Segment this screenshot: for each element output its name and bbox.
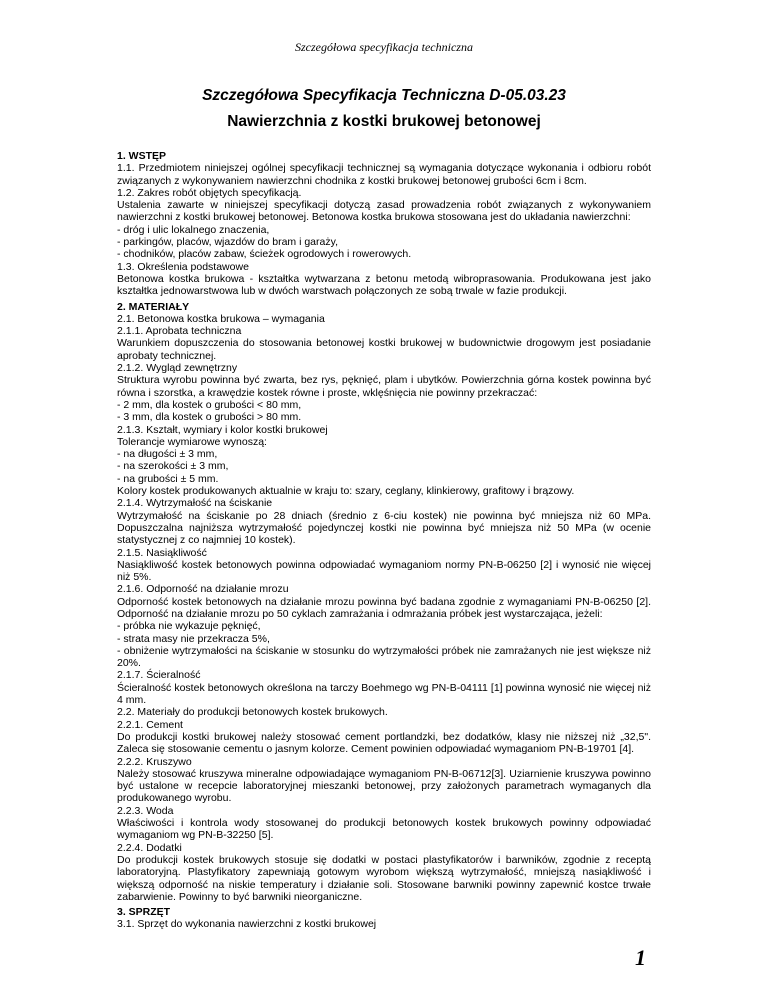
list-item: - parkingów, placów, wjazdów do bram i garaży, — [117, 236, 338, 249]
section-heading: 3. SPRZĘT — [117, 906, 171, 919]
paragraph: Odporność kostek betonowych na działanie mrozu powinna być badana zgodnie z wymaganiami PN-B-06250 [2]. Odporność na działanie mrozu po 50 cyklach zamrażania i odmrażania próbek jest wystarczająca, jeżeli: — [117, 595, 651, 620]
paragraph: 2.1.3. Kształt, wymiary i kolor kostki brukowej — [117, 423, 328, 436]
paragraph: Właściwości i kontrola wody stosowanej do produkcji betonowych kostek brukowych powinny odpowiadać wymaganiom wg PN-B-32250 [5]. — [117, 817, 651, 842]
list-item: - próbka nie wykazuje pęknięć, — [117, 620, 261, 633]
section-heading: 2. MATERIAŁY — [117, 300, 190, 313]
paragraph: Betonowa kostka brukowa - kształtka wytwarzana z betonu metodą wibroprasowania. Produkowana jest jako kształtka jednowarstwowa lub w dwóch warstwach połączonych ze sobą trwale w fazie produkcji. — [117, 272, 651, 298]
paragraph: 2.2. Materiały do produkcji betonowych kostek brukowych. — [117, 706, 388, 719]
paragraph: 1.1. Przedmiotem niniejszej ogólnej specyfikacji technicznej są wymagania dotyczące wykonania i odbioru robót związanych z wykonywaniem nawierzchni chodnika z kostki brukowej betonowej grubości 6cm i 8cm. — [117, 162, 651, 187]
paragraph: Warunkiem dopuszczenia do stosowania betonowej kostki brukowej w budownictwie drogowym jest posiadanie aprobaty technicznej. — [117, 337, 651, 362]
paragraph: 2.2.2. Kruszywo — [117, 755, 192, 768]
paragraph: 2.1.7. Ścieralność — [117, 669, 201, 682]
paragraph: 2.1.6. Odporność na działanie mrozu — [117, 583, 289, 596]
paragraph: Struktura wyrobu powinna być zwarta, bez rys, pęknięć, plam i ubytków. Powierzchnia górna kostek powinna być równa i szorstka, a krawędzie kostek równe i proste, wklęśnięcia nie powinny przekraczać: — [117, 374, 651, 399]
paragraph: Do produkcji kostek brukowych stosuje się dodatki w postaci plastyfikatorów i barwników, zgodnie z receptą laboratoryjną. Plastyfikatory zapewniają gotowym wyrobom większą wytrzymałość, mniejszą nasiąkliwość i większą odporność na niskie temperatury i działanie soli. Stosowane barwniki powinny zapewnić kostce trwałe zabarwienie. Powinny to być barwniki nieorganiczne. — [117, 853, 651, 903]
paragraph: 2.1.1. Aprobata techniczna — [117, 325, 242, 338]
paragraph: 2.1.4. Wytrzymałość na ściskanie — [117, 497, 273, 510]
paragraph: Wytrzymałość na ściskanie po 28 dniach (średnio z 6-ciu kostek) nie powinna być mniejsza niż 60 MPa. Dopuszczalna najniższa wytrzymałość pojedynczej kostki nie powinna być mniejsza niż 50 MPa (w ocenie statystycznej z co najmniej 10 kostek). — [117, 509, 651, 547]
document-body — [117, 150, 651, 931]
paragraph: Tolerancje wymiarowe wynoszą: — [117, 435, 267, 448]
paragraph: 2.1.2. Wygląd zewnętrzny — [117, 362, 238, 375]
list-item: - 2 mm, dla kostek o grubości < 80 mm, — [117, 398, 302, 411]
paragraph: 2.1. Betonowa kostka brukowa – wymagania — [117, 312, 325, 325]
list-item: - chodników, placów zabaw, ścieżek ogrodowych i rowerowych. — [117, 248, 412, 261]
paragraph: Należy stosować kruszywa mineralne odpowiadające wymaganiom PN-B-06712[3]. Uziarnienie kruszywa powinno być ustalone w recepcie laboratoryjnej mieszanki betonowej, przy założonych parametrach wymaganych dla produkowanego wyrobu. — [117, 767, 651, 805]
list-item: - obniżenie wytrzymałości na ściskanie w stosunku do wytrzymałości próbek nie zamrażanych nie jest większe niż 20%. — [117, 644, 651, 670]
document-title: Szczegółowa Specyfikacja Techniczna D-05.03.23 — [202, 87, 566, 104]
page-number: 1 — [635, 945, 646, 970]
list-item: - dróg i ulic lokalnego znaczenia, — [117, 223, 270, 236]
list-item: - na grubości ± 5 mm. — [117, 472, 219, 485]
list-item: - na szerokości ± 3 mm, — [117, 460, 229, 473]
paragraph: 2.1.5. Nasiąkliwość — [117, 546, 207, 559]
paragraph: 1.3. Określenia podstawowe — [117, 260, 249, 273]
paragraph: 1.2. Zakres robót objętych specyfikacją. — [117, 186, 302, 199]
paragraph: Kolory kostek produkowanych aktualnie w kraju to: szary, ceglany, klinkierowy, grafitowy i brązowy. — [117, 485, 575, 498]
list-item: - strata masy nie przekracza 5%, — [117, 632, 270, 645]
list-item: - na długości ± 3 mm, — [117, 448, 218, 461]
document-subtitle: Nawierzchnia z kostki brukowej betonowej — [227, 113, 541, 130]
running-header: Szczegółowa specyfikacja techniczna — [295, 40, 473, 54]
paragraph: 2.2.1. Cement — [117, 718, 183, 731]
paragraph: 2.2.4. Dodatki — [117, 841, 182, 854]
paragraph: 2.2.3. Woda — [117, 804, 174, 817]
paragraph: Nasiąkliwość kostek betonowych powinna odpowiadać wymaganiom normy PN-B-06250 [2] i wynosić nie więcej niż 5%. — [117, 558, 651, 584]
paragraph: 3.1. Sprzęt do wykonania nawierzchni z kostki brukowej — [117, 918, 377, 931]
paragraph: Do produkcji kostki brukowej należy stosować cement portlandzki, bez dodatków, klasy nie niższej niż „32,5". Zaleca się stosowanie cementu o jasnym kolorze. Cement powinien odpowiadać wymaganiom PN-B-19701 [4]. — [117, 730, 651, 756]
paragraph: Ustalenia zawarte w niniejszej specyfikacji dotyczą zasad prowadzenia robót związanych z wykonywaniem nawierzchni z kostki brukowej betonowej. Betonowa kostka brukowa stosowana jest do układania nawierzchni: — [117, 199, 651, 224]
section-heading: 1. WSTĘP — [117, 150, 167, 162]
list-item: - 3 mm, dla kostek o grubości > 80 mm. — [117, 411, 302, 424]
paragraph: Ścieralność kostek betonowych określona na tarczy Boehmego wg PN-B-04111 [1] powinna wynosić nie więcej niż 4 mm. — [117, 681, 651, 707]
